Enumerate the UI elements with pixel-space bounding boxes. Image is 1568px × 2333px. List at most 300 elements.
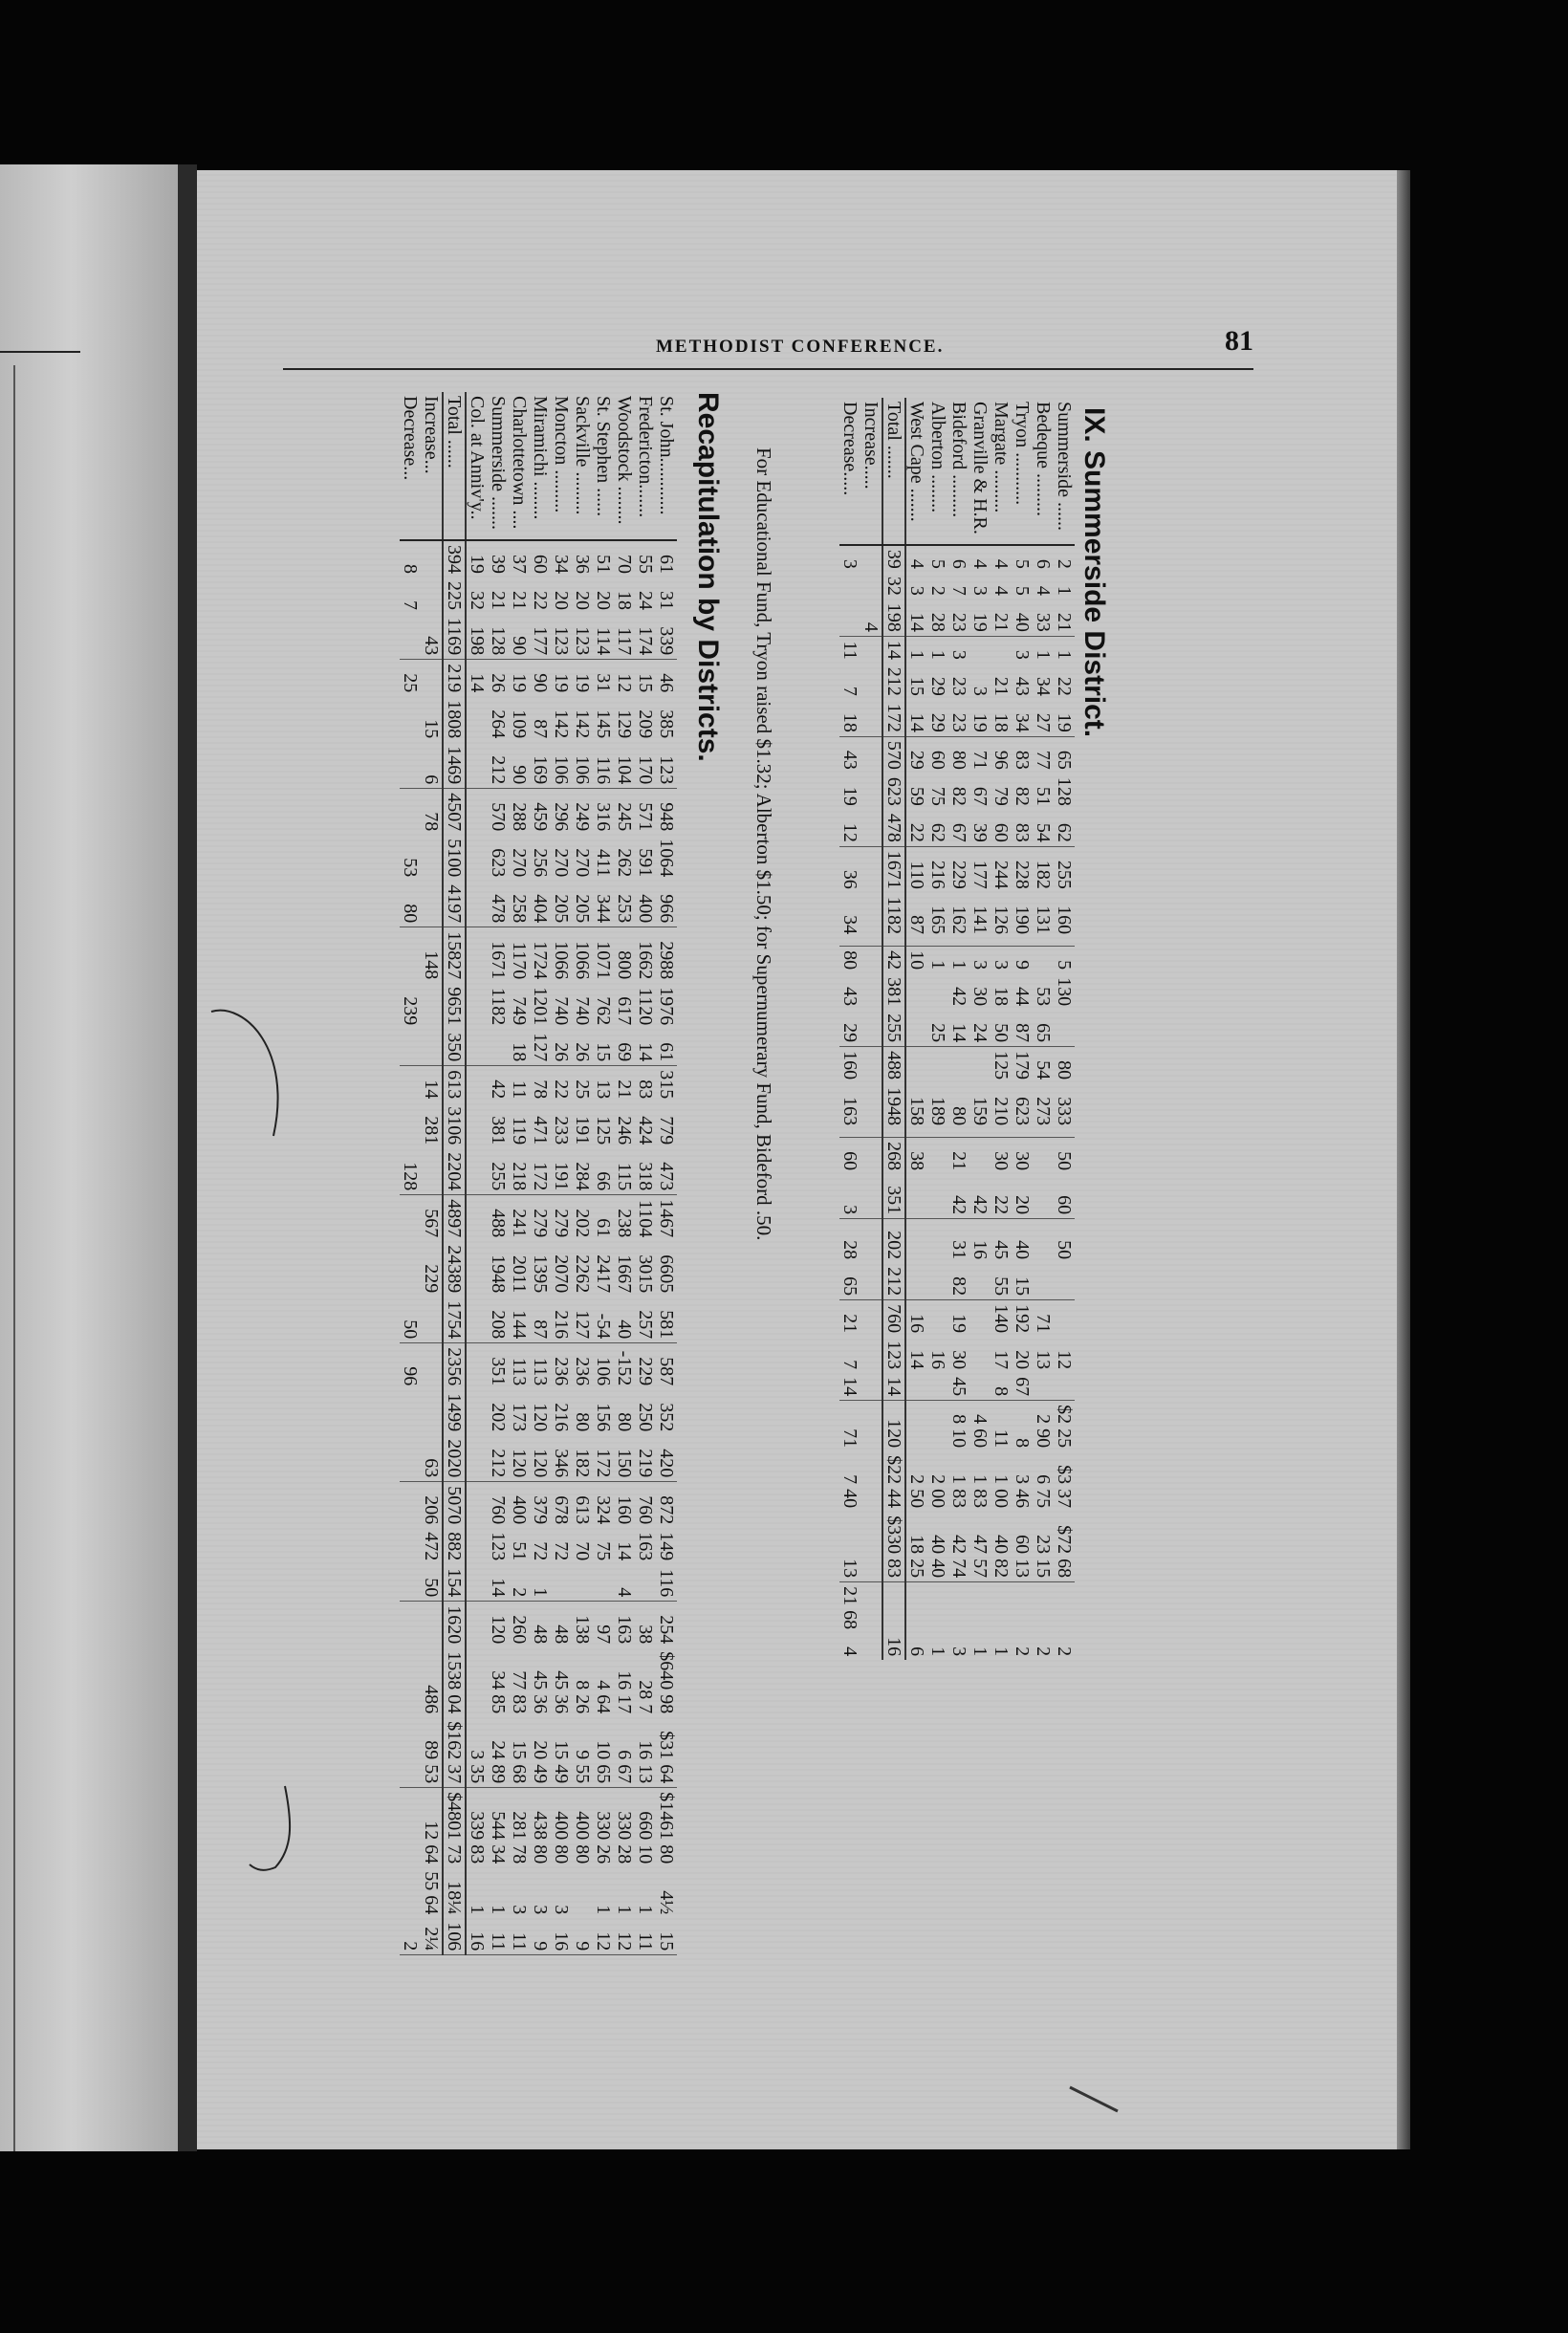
table-cell [400,1435,421,1482]
table-cell: 82 [948,786,969,806]
table-row [593,392,614,1955]
table-cell: 116 [656,1564,677,1602]
table-cell: 241 [509,1209,530,1238]
table-cell [969,1219,991,1228]
table-cell: 4½ [656,1890,677,1915]
row-label: Woodstock ........ [614,392,635,540]
table-cell [860,664,882,700]
table-cell: 14 [905,700,927,737]
table-cell: 115 [614,1148,635,1195]
running-head-title: METHODIST CONFERENCE. [656,337,945,357]
table-cell: 2 [509,1564,530,1602]
table-cell: 97 [593,1624,614,1645]
table-cell: 26 [488,673,509,693]
table-cell: 8 [991,1373,1012,1401]
table-cell: 15 [421,696,443,742]
table-cell: 19 [572,673,593,693]
table-cell: 3 [969,960,991,970]
table-cell: 296 [551,802,572,832]
table-cell: 75 [927,786,948,806]
table-cell [927,1129,948,1138]
table-cell: 1104 [635,1200,656,1238]
table-cell: 623 [882,774,905,810]
table-cell: 1 [635,1905,656,1915]
table-rule-fragment [13,365,15,2151]
table-cell: 257 [635,1297,656,1343]
table-cell: 182 [1033,860,1054,889]
table-cell [969,938,991,947]
table-cell: 270 [572,848,593,878]
table-cell: 80 [1054,1060,1075,1080]
table-cell: 473 [656,1148,677,1195]
table-cell [466,1528,488,1564]
table-cell: 678 [551,1495,572,1525]
table-cell: 255 [882,1010,905,1047]
table-cell: 16 [882,1633,905,1660]
table-cell [400,742,421,789]
table-cell [466,1195,488,1242]
table-cell: 21 [509,591,530,610]
table-cell: 762 [593,996,614,1026]
table-cell [860,947,882,974]
table-cell: 20 [572,591,593,610]
table-cell: 21 [614,1079,635,1100]
table-cell: 87 [530,719,551,739]
table-cell: 1 [593,1905,614,1915]
table-cell: 229 [948,860,969,889]
table-cell: 219 [635,1435,656,1482]
table-cell [969,1337,991,1373]
table-cell: 760 [882,1300,905,1338]
table-cell: 236 [551,1357,572,1386]
table-cell [860,1129,882,1138]
table-cell [466,1241,488,1297]
table-cell: 438 80 [530,1811,551,1864]
table-cell [1012,1582,1033,1634]
table-cell: 966 [656,881,677,927]
table-cell [882,938,905,947]
table-cell: 229 [421,1241,443,1297]
table-cell [882,1219,905,1228]
table-cell [466,1102,488,1148]
table-cell [860,1582,882,1634]
table-cell: 120 [882,1401,905,1452]
table-cell: 53 [400,858,421,878]
table-cell [421,1343,443,1390]
table-cell: 15 [906,676,927,696]
table-cell [860,1373,882,1401]
table-cell: 90 [530,673,551,693]
table-cell [969,1300,991,1338]
table-cell: 11 [509,1080,530,1100]
table-cell: 1120 [635,988,656,1026]
table-cell: 1170 [509,942,530,980]
table-cell [991,1582,1012,1634]
table-cell [860,846,882,893]
table-cell [572,1564,593,1602]
table-cell: 34 [551,555,572,574]
table-cell: 1 83 [948,1474,969,1509]
table-cell: 19 [969,600,991,637]
decrease-row [400,392,421,1955]
table-cell: 106 [551,742,572,789]
table-cell: 80 [614,1412,635,1432]
rule-fragment [0,351,80,353]
table-cell: 24 89 [488,1717,509,1788]
table-cell: 120 [530,1403,551,1432]
table-cell: 6 [1033,558,1054,569]
table-cell: 11 [839,641,860,660]
table-cell: 19 [467,555,488,574]
table-cell: 22 [530,591,551,610]
table-row [614,392,635,1955]
table-cell: 2 [1012,1646,1033,1657]
table-cell: 198 [466,614,488,660]
table-cell: 3 [991,960,1012,970]
table-cell: 760 [635,1495,656,1525]
table-cell [1054,1263,1075,1300]
table-cell: 123 [551,614,572,660]
table-cell: 156 [593,1403,614,1432]
table-cell [466,742,488,789]
row-label: Moncton ......... [551,392,572,540]
table-cell: 14 [488,1564,509,1602]
table-cell: 258 [509,881,530,927]
table-cell: 3 [839,558,860,569]
table-cell: 50 [421,1564,443,1602]
table-cell: 14 [635,1029,656,1066]
table-cell [572,1867,593,1918]
table-cell: 18 [839,700,860,737]
table-cell [1054,938,1075,947]
table-cell: 18 25 [905,1512,927,1582]
table-cell: 6 67 [614,1717,635,1788]
table-cell: 316 [593,802,614,832]
table-cell: 34 [1033,676,1054,696]
table-cell: 2 [927,585,948,596]
table-cell: 3 [969,585,991,596]
table-cell [421,578,443,614]
table-cell: 1201 [530,987,551,1026]
table-cell: 42 74 [948,1512,969,1582]
table-cell: 352 [656,1403,677,1432]
table-cell [927,1582,948,1634]
table-cell: 48 [530,1624,551,1645]
table-cell: 288 [509,802,530,832]
table-cell [948,1582,969,1634]
table-cell: $2 25 [1054,1405,1075,1449]
table-cell: 14 [948,1010,969,1047]
table-cell: 25 [572,1079,593,1100]
table-cell: 80 [400,881,421,927]
table-cell [991,1174,1012,1182]
table-cell: 411 [593,849,614,878]
table-cell [1033,947,1054,974]
table-cell [400,1029,421,1066]
table-cell [882,1129,905,1138]
table-cell: 570 [488,802,509,832]
table-cell: 12 [839,810,860,847]
table-cell [466,789,488,836]
table-cell: 14 [906,1350,927,1370]
table-cell [1054,1010,1075,1047]
table-cell: 1 [969,1646,991,1657]
table-cell: 1169 [443,614,466,660]
table-cell: 4 60 [969,1414,991,1449]
table-cell: 1538 04 [443,1647,466,1717]
table-cell [905,1174,927,1182]
table-cell: 82 [1012,786,1033,806]
table-cell: 1 [467,1905,488,1915]
table-row [572,392,593,1955]
table-cell: 233 [551,1116,572,1145]
table-cell: 70 [614,555,635,574]
table-cell: 80 [572,1412,593,1432]
table-cell: 2 [400,1918,421,1955]
table-cell: 4 [991,585,1012,596]
table-cell: 2 00 [927,1474,948,1509]
table-cell: 54 [1033,1060,1054,1080]
table-cell: 30 [1012,1151,1033,1171]
table-cell [635,1564,656,1602]
table-cell: 279 [530,1209,551,1238]
table-cell: 6 75 [1033,1474,1054,1509]
table-cell: 191 [572,1116,593,1145]
table-cell: 3 [509,1905,530,1915]
table-cell [421,540,443,578]
book-page [197,170,1397,2149]
table-cell: 3 [969,686,991,696]
table-cell [905,1129,927,1138]
row-label: Total ....... [882,398,905,545]
table-cell [1054,1373,1075,1401]
table-cell: 617 [614,996,635,1026]
table-cell: $640 98 [656,1651,677,1714]
table-cell: 281 78 [509,1811,530,1864]
table-cell: 62 [1054,810,1075,847]
table-cell: 8 [400,564,421,574]
table-cell: 9 55 [572,1717,593,1788]
recap-table-wrap [400,392,677,1955]
table-cell [927,1373,948,1401]
table-cell: 42 [882,947,905,974]
table-cell: 19 [509,673,530,693]
table-cell: 87 [1012,1010,1033,1047]
table-cell [466,1564,488,1602]
table-cell: 400 [635,881,656,927]
row-label: Bideford ......... [948,398,969,545]
table-cell: 400 80 [572,1811,593,1864]
table-cell: 400 80 [551,1811,572,1864]
table-cell: 45 36 [530,1670,551,1714]
table-cell [948,1174,969,1182]
table-cell: 14 [467,673,488,693]
table-cell: 14 [882,1373,905,1401]
row-label: Total ...... [443,392,466,540]
table-cell: 1066 [572,941,593,980]
table-cell: 70 [572,1541,593,1561]
table-cell: 29 [927,676,948,696]
table-cell [1033,1182,1054,1219]
table-cell: 3 [1012,649,1033,660]
table-cell: 1754 [443,1297,466,1343]
table-cell: 219 [443,660,466,697]
table-cell: 128 [1054,776,1075,806]
table-cell: 591 [635,848,656,878]
decrease-row [839,398,860,1660]
table-cell: 779 [656,1116,677,1145]
table-cell: 36 [572,555,593,574]
table-cell: 8 26 [572,1680,593,1714]
table-cell [860,774,882,810]
table-row [509,392,530,1955]
table-cell: 2070 [551,1254,572,1294]
table-cell: 236 [572,1357,593,1386]
table-cell: 11 [635,1918,656,1955]
table-cell: 623 [1012,1097,1033,1126]
table-cell: 46 [656,673,677,693]
table-cell: 51 [509,1541,530,1561]
table-cell: 60 13 [1012,1512,1033,1582]
table-cell: 2417 [593,1254,614,1294]
table-cell: 31 [656,591,677,610]
table-cell [860,1010,882,1047]
table-cell: $330 83 [882,1512,905,1582]
table-cell: 12 [614,1918,635,1955]
table-cell: 281 [421,1102,443,1148]
table-cell: 114 [593,614,614,660]
table-cell: 13 [593,1079,614,1100]
table-cell: 43 [839,987,860,1007]
table-cell: 72 [530,1541,551,1561]
table-cell: 228 [1012,860,1033,889]
table-cell [860,810,882,847]
table-cell [421,835,443,881]
table-cell [839,1129,860,1138]
table-cell: 14 [614,1541,635,1561]
table-cell: 7 [400,600,421,610]
table-cell: 189 [927,1097,948,1126]
recap-heading: Recapitulation by Districts. [692,392,724,762]
table-cell: 740 [572,996,593,1026]
table-cell: 123 [488,1532,509,1561]
table-cell: 179 [1012,1051,1033,1080]
table-cell: 205 [572,881,593,927]
table-cell: $22 44 [882,1451,905,1512]
table-cell: 61 [656,555,677,574]
table-cell: 2 [1054,558,1075,569]
table-cell: $162 37 [443,1717,466,1788]
table-cell: 40 [1012,600,1033,637]
table-cell: 205 [551,881,572,927]
table-cell: 30 [969,987,991,1007]
table-cell: 113 [530,1358,551,1386]
table-cell [905,938,927,947]
table-cell: 15827 [443,927,466,984]
table-cell: 120 [530,1435,551,1482]
row-label: Col. at Anniv'y.. [466,392,488,540]
table-cell: 42 [948,987,969,1007]
table-cell: 424 [635,1116,656,1145]
table-cell: 245 [614,802,635,832]
table-row [927,398,948,1660]
table-cell: 36 [839,869,860,889]
table-cell: 1671 [882,846,905,893]
table-cell: 24 [969,1010,991,1047]
table-cell: 43 [421,614,443,660]
table-cell: 11 [991,1428,1012,1449]
table-cell: 400 [509,1495,530,1525]
table-cell: 69 [614,1029,635,1066]
table-cell [1054,1129,1075,1138]
table-cell: 1066 [551,941,572,980]
table-cell: 1662 [635,941,656,980]
table-cell [991,1219,1012,1228]
table-cell: 1469 [443,742,466,789]
table-cell: -54 [593,1297,614,1343]
table-cell: 34 [1012,700,1033,737]
table-cell: 120 [509,1435,530,1482]
table-cell: 172 [530,1148,551,1195]
table-cell: 212 [882,664,905,700]
table-cell: 145 [593,709,614,739]
table-cell: 96 [400,1366,421,1386]
table-cell [466,1435,488,1482]
table-cell: 163 [839,1097,860,1126]
table-cell: 351 [488,1357,509,1386]
table-cell: 177 [969,860,991,889]
table-cell: 394 [443,540,466,578]
table-cell: 39 [969,810,991,847]
table-row [466,392,488,1955]
table-cell: 7 [839,1360,860,1370]
table-cell: 9 [1012,960,1033,970]
table-cell [860,1263,882,1300]
table-cell: 14 [839,1373,860,1401]
table-cell: 27 [1033,700,1054,737]
table-cell: 404 [530,881,551,927]
table-cell [421,1029,443,1066]
table-cell: 486 [421,1647,443,1717]
table-cell: 32 [467,591,488,610]
table-cell: 381 [882,973,905,1010]
table-cell: 1182 [882,893,905,938]
table-cell [1012,1174,1033,1182]
table-cell: 1 00 [991,1474,1012,1509]
table-cell: 110 [906,861,927,889]
table-cell: 125 [593,1116,614,1145]
table-cell: 141 [969,905,991,935]
table-cell [400,696,421,742]
table-cell: 148 [421,927,443,984]
table-cell: 21 [991,676,1012,696]
table-cell: 254 [656,1615,677,1645]
table-cell [948,938,969,947]
table-cell: 169 [530,742,551,789]
table-cell [905,973,927,1010]
increase-row [421,392,443,1955]
table-cell: 154 [443,1564,466,1602]
table-cell: 330 26 [593,1811,614,1864]
table-cell: 1 [1033,649,1054,660]
table-cell: 16 [969,1240,991,1260]
table-cell: 13 [1033,1350,1054,1370]
table-cell: 7 [948,585,969,596]
table-cell: 5070 [443,1482,466,1529]
row-label: Increase..... [860,398,882,545]
table-cell: 21 [1054,600,1075,637]
table-cell [948,1047,969,1084]
